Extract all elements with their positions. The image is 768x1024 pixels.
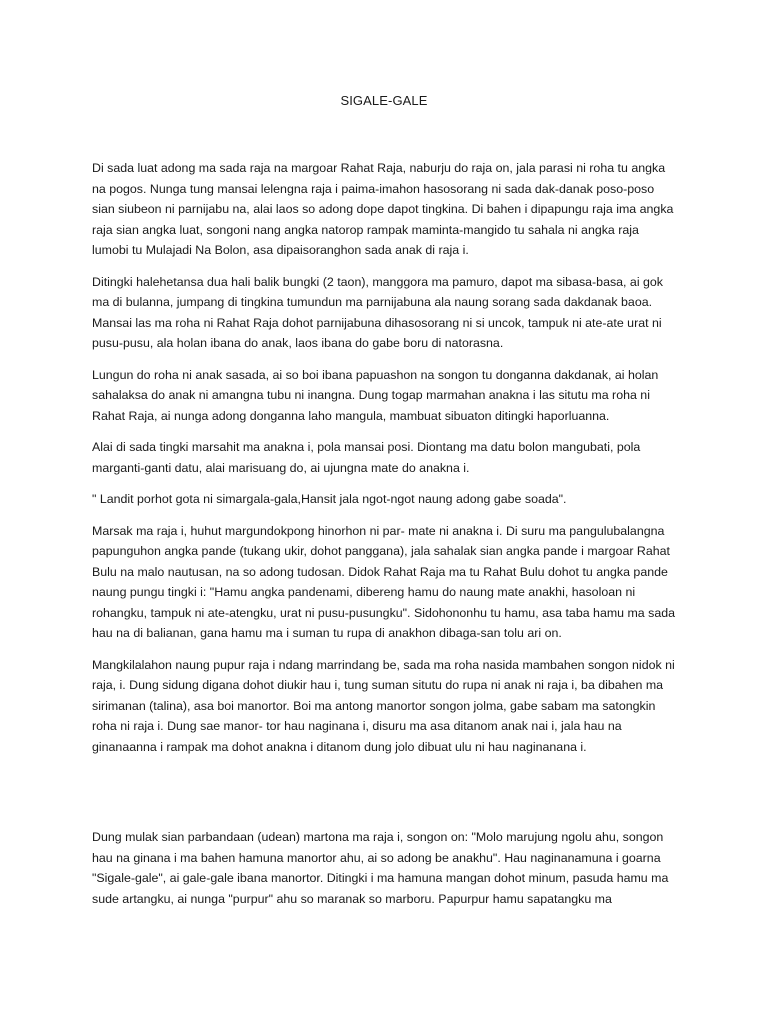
document-body <box>92 158 678 909</box>
paragraph: Ditingki halehetansa dua hali balik bungki (2 taon), manggora ma pamuro, dapot ma sibasa-basa, ai gok ma di bulanna, jumpang di tingkina tumundun ma parnijabuna ala naung sorang sada dakdanak baoa. Mansai las ma roha ni Rahat Raja dohot parnijabuna dihasosorang ni si uncok, tampuk ni ate-ate urat ni pusu-pusu, ala holan ibana do anak, laos ibana do gabe boru di natorasna. <box>92 274 663 350</box>
paragraph: Marsak ma raja i, huhut margundokpong hinorhon ni par- mate ni anakna i. Di suru ma pangulubalangna papunguhon angka pande (tukang ukir, dohot panggana), jala sahalak sian angka pande i margoar Rahat Bulu na malo nautusan, na so adong tudosan. Didok Rahat Raja ma tu Rahat Bulu dohot tu angka pande naung pungu tingki i: "Hamu angka pandenami, dibereng hamu do naung mate anakhi, hasoloan ni rohangku, tampuk ni ate-atengku, urat ni pusu-pusungku". Sidohononhu tu hamu, asa taba hamu ma sada hau na di balianan, gana hamu ma i suman tu rupa di anakhon dibaga-san tolu ari on. <box>92 523 676 640</box>
paragraph: Mangkilalahon naung pupur raja i ndang marrindang be, sada ma roha nasida mambahen songon nidok ni raja, i. Dung sidung digana dohot diukir hau i, tung suman situtu do rupa ni anak ni raja i, ba dibahen ma sirimanan (talina), asa boi manortor. Boi ma antong manortor songon jolma, gabe sabam ma satongkin roha ni raja i. Dung sae manor- tor hau naginana i, disuru ma asa ditanom anak nai i, jala hau na ginanaanna i rampak ma dohot anakna i ditanom dung jolo dibuat ulu ni hau naginanana i. <box>92 657 675 754</box>
paragraph: Di sada luat adong ma sada raja na margoar Rahat Raja, naburju do raja on, jala parasi ni roha tu angka na pogos. Nunga tung mansai lelengna raja i paima-imahon hasosorang ni sada dak-danak poso-poso sian siubeon ni parnijabu na, alai laos so adong dope dapot tingkina. Di bahen i dipapungu raja ima angka raja sian angka luat, songoni nang angka natorop rampak maminta-mangido tu sahala ni angka raja lumobi tu Mulajadi Na Bolon, asa dipaisoranghon sada anak di raja i. <box>92 161 674 257</box>
paragraph: Lungun do roha ni anak sasada, ai so boi ibana papuashon na songon tu donganna dakdanak, ai holan sahalaksa do anak ni amangna tubu ni inangna. Dung togap marmahan anakna i las situtu ma roha ni Rahat Raja, ai nunga adong donganna laho mangula, mambuat sibuaton ditingki haporluanna. <box>92 367 659 423</box>
paragraph: Dung mulak sian parbandaan (udean) martona ma raja i, songon on: "Molo marujung ngolu ahu, songon hau na ginana i ma bahen hamuna manortor ahu, ai so adong be anakhu". Hau naginanamuna i goarna "Sigale-gale", ai gale-gale ibana manortor. Ditingki i ma hamuna mangan dohot minum, pasuda hamu ma sude artangku, ai nunga "purpur" ahu so maranak so marboru. Papurpur hamu sapatangku ma <box>92 830 669 906</box>
paragraph: Alai di sada tingki marsahit ma anakna i, pola mansai posi. Diontang ma datu bolon mangubati, pola marganti-ganti datu, alai marisuang do, ai ujungna mate do anakna i. <box>92 440 641 475</box>
paragraph: " Landit porhot gota ni simargala-gala,Hansit jala ngot-ngot naung adong gabe soada". <box>92 492 567 506</box>
document-title: SIGALE-GALE <box>340 93 428 108</box>
